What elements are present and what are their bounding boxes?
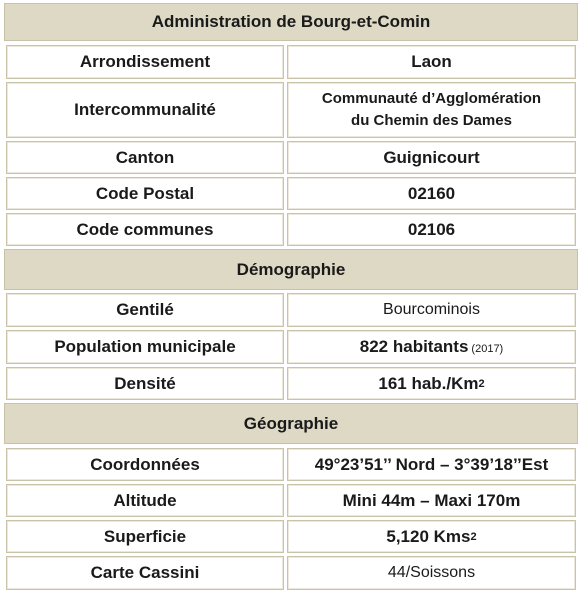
label-gentile: Gentilé xyxy=(6,293,284,327)
table-row-carte-cassini xyxy=(4,556,578,590)
table-row-arrondissement xyxy=(4,45,578,79)
label-canton: Canton xyxy=(6,141,284,174)
table-title xyxy=(4,3,578,41)
value-code-communes: 02106 xyxy=(287,213,576,246)
table-row-code-communes xyxy=(4,213,578,246)
value-population-count: 822 habitants xyxy=(359,337,469,356)
section-heading-demographie xyxy=(4,249,578,290)
section-heading-demographie-text: Démographie xyxy=(236,259,346,279)
table-row-gentile xyxy=(4,293,578,327)
label-arrondissement: Arrondissement xyxy=(6,45,284,79)
value-intercommunalite-line2: du Chemin des Dames xyxy=(351,112,512,129)
value-superficie: 5,120 Kms 2 xyxy=(287,520,576,553)
section-heading-geographie xyxy=(4,403,578,444)
value-densite-text: 161 hab./Km xyxy=(378,373,479,393)
value-population-year: (2017) xyxy=(471,343,504,355)
label-population: Population municipale xyxy=(6,330,284,364)
table-row-coordonnees xyxy=(4,448,578,481)
label-code-communes: Code communes xyxy=(6,213,284,246)
value-population xyxy=(287,330,576,364)
label-altitude: Altitude xyxy=(6,484,284,517)
value-densite: 161 hab./Km 2 xyxy=(287,367,576,400)
table-row-population xyxy=(4,330,578,364)
section-heading-geographie-text: Géographie xyxy=(243,413,339,433)
value-superficie-text: 5,120 Kms xyxy=(386,526,471,546)
value-coordonnees: 49°23’51’’ Nord – 3°39’18’’Est xyxy=(287,448,576,481)
label-coordonnees: Coordonnées xyxy=(6,448,284,481)
label-superficie: Superficie xyxy=(6,520,284,553)
value-altitude: Mini 44m – Maxi 170m xyxy=(287,484,576,517)
table-row-altitude xyxy=(4,484,578,517)
value-carte-cassini: 44/Soissons xyxy=(287,556,576,590)
value-gentile: Bourcominois xyxy=(287,293,576,327)
value-code-postal: 02160 xyxy=(287,177,576,210)
value-arrondissement: Laon xyxy=(287,45,576,79)
value-intercommunalite-line1: Communauté d’Agglomération xyxy=(321,90,542,107)
value-intercommunalite xyxy=(287,82,576,138)
label-carte-cassini: Carte Cassini xyxy=(6,556,284,590)
label-intercommunalite: Intercommunalité xyxy=(6,82,284,138)
table-row-densite xyxy=(4,367,578,400)
table-title-text: Administration de Bourg-et-Comin xyxy=(151,12,431,31)
table-row-code-postal xyxy=(4,177,578,210)
value-canton: Guignicourt xyxy=(287,141,576,174)
table-row-intercommunalite xyxy=(4,82,578,138)
label-code-postal: Code Postal xyxy=(6,177,284,210)
table-row-superficie xyxy=(4,520,578,553)
table-row-canton xyxy=(4,141,578,174)
label-densite: Densité xyxy=(6,367,284,400)
